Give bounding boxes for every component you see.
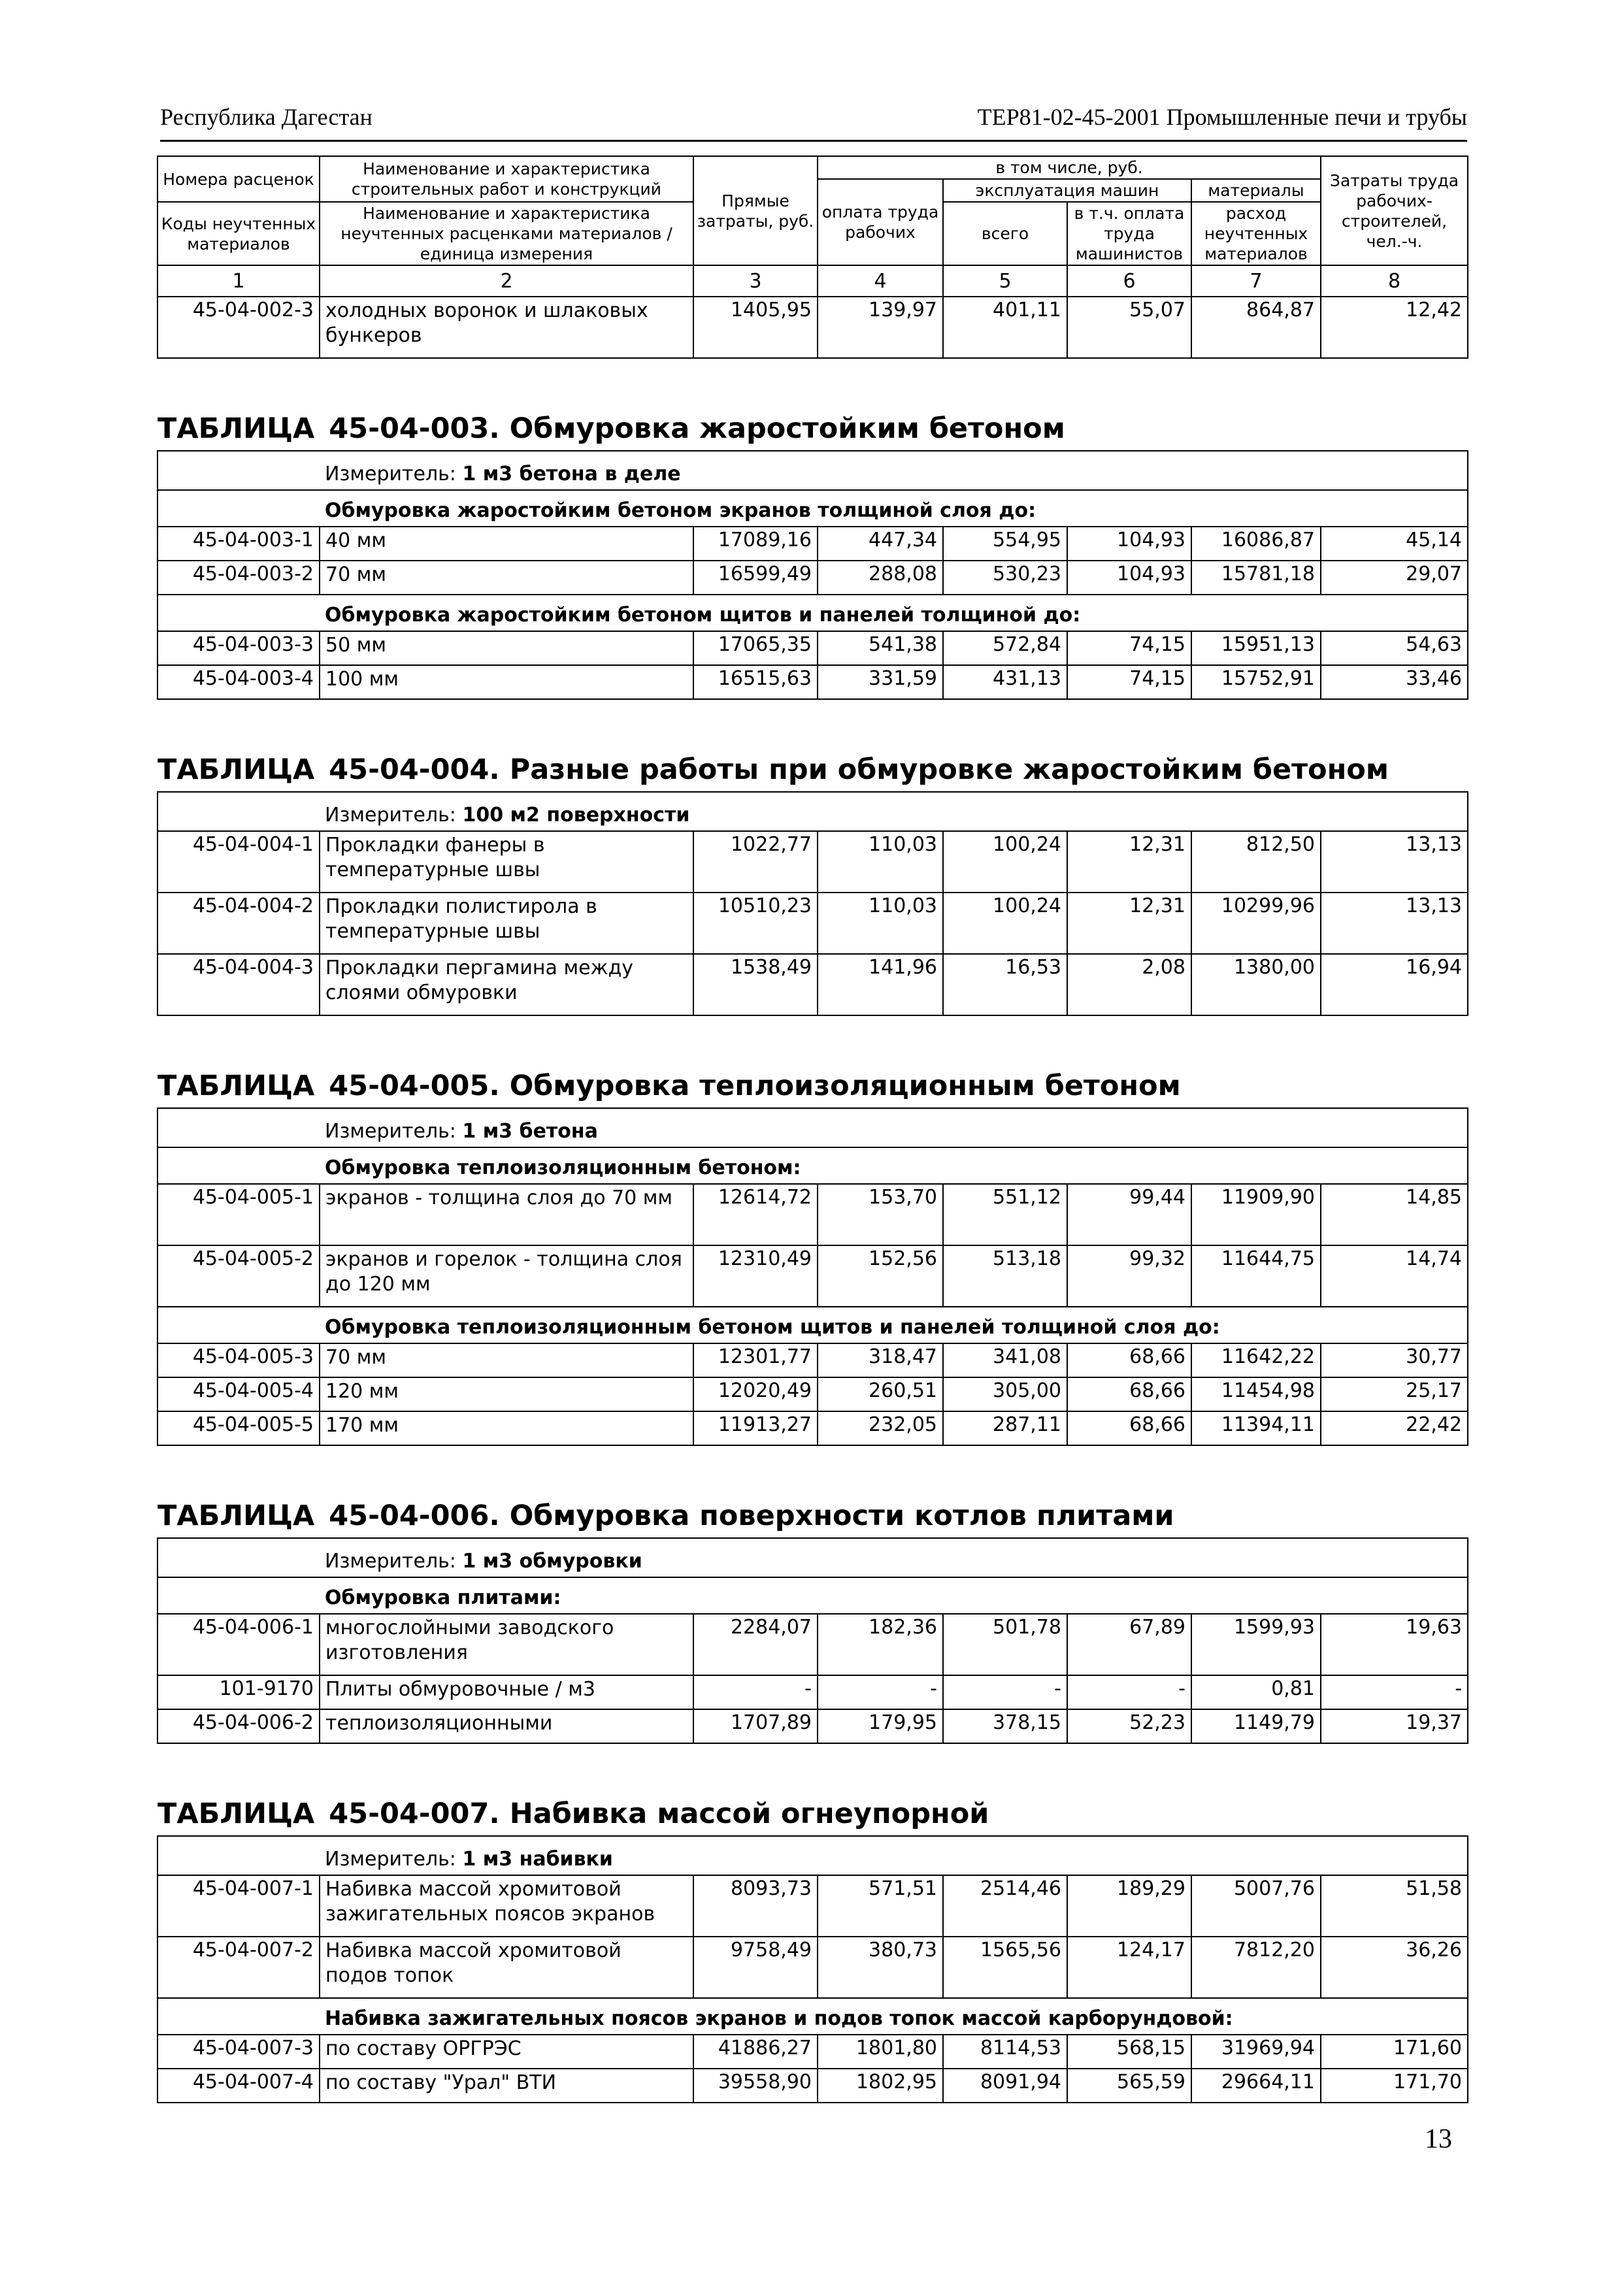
cell-direct-cost: - [693, 1675, 818, 1709]
cell-direct-cost: 11913,27 [693, 1411, 818, 1445]
section-title-label: ТАБЛИЦА [157, 1500, 315, 1532]
cell-machines-total: 8114,53 [943, 2035, 1067, 2069]
cell-labor: 19,37 [1321, 1709, 1468, 1743]
cell-wage: - [818, 1675, 943, 1709]
cell-labor: 36,26 [1321, 1937, 1468, 1998]
cell-materials: 16086,87 [1191, 527, 1321, 561]
cell-labor: 54,63 [1321, 631, 1468, 665]
cell-wage: 139,97 [818, 297, 943, 358]
group-subheader-row [157, 1307, 1468, 1343]
table-header [157, 156, 1468, 297]
table-row [157, 1937, 1468, 1998]
group-subheader-row [157, 595, 1468, 631]
measure-value: 1 м3 бетона [462, 1120, 598, 1143]
group-subheader: Обмуровка теплоизоляционным бетоном: [320, 1147, 1468, 1184]
cell-direct-cost: 10510,23 [693, 893, 818, 954]
table-row [157, 2069, 1468, 2103]
cell-code: 45-04-005-5 [157, 1411, 320, 1445]
table-row [157, 954, 1468, 1015]
table-row [157, 1675, 1468, 1709]
cell-direct-cost: 1405,95 [693, 297, 818, 358]
cell-name: многослойными заводского изготовления [320, 1614, 693, 1675]
cell-machines-wage: - [1067, 1675, 1191, 1709]
cell-machines-wage: 189,29 [1067, 1875, 1191, 1937]
table-row [157, 631, 1468, 665]
cell-code: 45-04-007-2 [157, 1937, 320, 1998]
cell-machines-total: 1565,56 [943, 1937, 1067, 1998]
cell-machines-total: 8091,94 [943, 2069, 1067, 2103]
cell-labor: 171,70 [1321, 2069, 1468, 2103]
section-title [157, 398, 1468, 451]
spacer-cell [157, 1015, 1468, 1055]
cell-wage: 179,95 [818, 1709, 943, 1743]
header-col-name-top: Наименование и характеристика строительных работ и конструкций [320, 156, 693, 202]
group-subheader: Набивка зажигательных поясов экранов и подов топок массой карборундовой: [320, 1998, 1468, 2035]
cell-name: холодных воронок и шлаковых бункеров [320, 297, 693, 358]
cell-name: 40 мм [320, 527, 693, 561]
cell-name: теплоизоляционными [320, 1709, 693, 1743]
cell-code: 45-04-006-1 [157, 1614, 320, 1675]
header-col-name-bottom: Наименование и характеристика неучтенных расценками материалов / единица измерения [320, 202, 693, 265]
cell-machines-total: 551,12 [943, 1184, 1067, 1245]
cell-materials: 10299,96 [1191, 893, 1321, 954]
section-title-number: 45-04-006. [329, 1500, 500, 1532]
cell-name: экранов - толщина слоя до 70 мм [320, 1184, 693, 1245]
cell-direct-cost: 17065,35 [693, 631, 818, 665]
section-title-row [157, 739, 1468, 792]
cell-labor: 13,13 [1321, 831, 1468, 893]
cell-machines-total: 572,84 [943, 631, 1067, 665]
cell-machines-wage: 99,44 [1067, 1184, 1191, 1245]
group-subheader: Обмуровка теплоизоляционным бетоном щитов и панелей толщиной слоя до: [320, 1307, 1468, 1343]
header-machines-total: всего [943, 202, 1067, 265]
cell-labor: 14,85 [1321, 1184, 1468, 1245]
cell-wage: 1802,95 [818, 2069, 943, 2103]
section-title-row [157, 1055, 1468, 1108]
cell-labor: 12,42 [1321, 297, 1468, 358]
cell-machines-total: 2514,46 [943, 1875, 1067, 1937]
cell-materials: 11642,22 [1191, 1343, 1321, 1377]
cell-machines-wage: 68,66 [1067, 1377, 1191, 1411]
header-document-title: ТЕР81-02-45-2001 Промышленные печи и трубы [977, 104, 1467, 130]
cell-materials: 812,50 [1191, 831, 1321, 893]
cell-wage: 153,70 [818, 1184, 943, 1245]
section-title [157, 739, 1468, 792]
cell-code: 45-04-007-1 [157, 1875, 320, 1937]
cell-wage: 152,56 [818, 1245, 943, 1307]
cell-code: 45-04-005-1 [157, 1184, 320, 1245]
cell-machines-total: 16,53 [943, 954, 1067, 1015]
measure-row [157, 1108, 1468, 1147]
cell-direct-cost: 9758,49 [693, 1937, 818, 1998]
price-table [157, 156, 1468, 2103]
cell-wage: 110,03 [818, 831, 943, 893]
cell-code: 45-04-004-2 [157, 893, 320, 954]
cell-name: Плиты обмуровочные / м3 [320, 1675, 693, 1709]
cell-labor: 30,77 [1321, 1343, 1468, 1377]
cell-direct-cost: 12614,72 [693, 1184, 818, 1245]
section-title-row [157, 398, 1468, 451]
group-subheader: Обмуровка жаростойким бетоном экранов толщиной слоя до: [320, 490, 1468, 527]
section-title-row [157, 1783, 1468, 1836]
section-title-text: Обмуровка теплоизоляционным бетоном [509, 1070, 1181, 1102]
header-materials: материалы [1191, 179, 1321, 202]
section-title-label: ТАБЛИЦА [157, 753, 315, 786]
cell-materials: 1599,93 [1191, 1614, 1321, 1675]
cell-materials: 5007,76 [1191, 1875, 1321, 1937]
section-title-number: 45-04-005. [329, 1070, 500, 1102]
cell-labor: 171,60 [1321, 2035, 1468, 2069]
section-title [157, 1055, 1468, 1108]
section-title-text: Обмуровка жаростойким бетоном [509, 412, 1065, 445]
cell-labor: 51,58 [1321, 1875, 1468, 1937]
measure-blank [157, 792, 320, 831]
cell-labor: 22,42 [1321, 1411, 1468, 1445]
header-index-cell: 3 [693, 265, 818, 297]
cell-direct-cost: 41886,27 [693, 2035, 818, 2069]
cell-machines-total: 287,11 [943, 1411, 1067, 1445]
cell-wage: 318,47 [818, 1343, 943, 1377]
table-row [157, 665, 1468, 699]
table-row [157, 561, 1468, 595]
subheader-blank [157, 1577, 320, 1614]
cell-materials: 31969,94 [1191, 2035, 1321, 2069]
table-spacer [157, 1445, 1468, 1485]
measure-value: 100 м2 поверхности [462, 804, 690, 827]
cell-direct-cost: 39558,90 [693, 2069, 818, 2103]
section-title-text: Обмуровка поверхности котлов плитами [509, 1500, 1174, 1532]
cell-machines-total: - [943, 1675, 1067, 1709]
cell-materials: 0,81 [1191, 1675, 1321, 1709]
table-body [157, 297, 1468, 2103]
measure-value: 1 м3 набивки [462, 1848, 613, 1871]
header-index-cell: 5 [943, 265, 1067, 297]
cell-direct-cost: 1538,49 [693, 954, 818, 1015]
section-title-label: ТАБЛИЦА [157, 1070, 315, 1102]
header-index-row [157, 265, 1468, 297]
spacer-cell [157, 1445, 1468, 1485]
page-header [160, 98, 1467, 142]
cell-name: Прокладки пергамина между слоями обмуровки [320, 954, 693, 1015]
cell-machines-total: 305,00 [943, 1377, 1067, 1411]
cell-code: 45-04-003-1 [157, 527, 320, 561]
cell-machines-wage: 568,15 [1067, 2035, 1191, 2069]
header-index-cell: 2 [320, 265, 693, 297]
cell-machines-wage: 99,32 [1067, 1245, 1191, 1307]
cell-machines-total: 341,08 [943, 1343, 1067, 1377]
section-title-number: 45-04-004. [329, 753, 500, 786]
table-spacer [157, 1743, 1468, 1783]
cell-direct-cost: 17089,16 [693, 527, 818, 561]
cell-wage: 571,51 [818, 1875, 943, 1937]
section-title-label: ТАБЛИЦА [157, 1797, 315, 1830]
section-title-text: Набивка массой огнеупорной [509, 1797, 989, 1830]
measure-label: Измеритель: [325, 1550, 456, 1573]
cell-code: 101-9170 [157, 1675, 320, 1709]
measure-blank [157, 1538, 320, 1577]
cell-code: 45-04-005-2 [157, 1245, 320, 1307]
measure-row [157, 1836, 1468, 1875]
subheader-blank [157, 1147, 320, 1184]
cell-direct-cost: 12020,49 [693, 1377, 818, 1411]
cell-direct-cost: 8093,73 [693, 1875, 818, 1937]
table-row [157, 527, 1468, 561]
cell-materials: 15752,91 [1191, 665, 1321, 699]
header-machines-wage: в т.ч. оплата труда машинистов [1067, 202, 1191, 265]
table-row [157, 1614, 1468, 1675]
measure-unit [320, 451, 1468, 490]
table-row [157, 2035, 1468, 2069]
cell-labor: 33,46 [1321, 665, 1468, 699]
header-col-direct: Прямые затраты, руб. [693, 156, 818, 265]
cell-wage: 182,36 [818, 1614, 943, 1675]
cell-name: 50 мм [320, 631, 693, 665]
cell-wage: 141,96 [818, 954, 943, 1015]
cell-machines-total: 431,13 [943, 665, 1067, 699]
cell-code: 45-04-006-2 [157, 1709, 320, 1743]
cell-machines-wage: 68,66 [1067, 1411, 1191, 1445]
section-title-text: Разные работы при обмуровке жаростойким бетоном [509, 753, 1389, 786]
cell-machines-total: 100,24 [943, 893, 1067, 954]
header-col-wage: оплата труда рабочих [818, 179, 943, 265]
measure-blank [157, 451, 320, 490]
measure-value: 1 м3 обмуровки [462, 1550, 642, 1573]
subheader-blank [157, 1998, 320, 2035]
table-row [157, 1245, 1468, 1307]
cell-labor: 25,17 [1321, 1377, 1468, 1411]
cell-labor: 29,07 [1321, 561, 1468, 595]
measure-unit [320, 1538, 1468, 1577]
cell-wage: 541,38 [818, 631, 943, 665]
cell-labor: 45,14 [1321, 527, 1468, 561]
spacer-cell [157, 358, 1468, 398]
cell-wage: 288,08 [818, 561, 943, 595]
table-row [157, 297, 1468, 358]
cell-name: 120 мм [320, 1377, 693, 1411]
table-spacer [157, 1015, 1468, 1055]
group-subheader: Обмуровка плитами: [320, 1577, 1468, 1614]
cell-labor: 16,94 [1321, 954, 1468, 1015]
group-subheader-row [157, 1998, 1468, 2035]
cell-code: 45-04-007-4 [157, 2069, 320, 2103]
section-title-label: ТАБЛИЦА [157, 412, 315, 445]
cell-labor: 13,13 [1321, 893, 1468, 954]
cell-machines-wage: 104,93 [1067, 561, 1191, 595]
cell-direct-cost: 16515,63 [693, 665, 818, 699]
cell-materials: 11394,11 [1191, 1411, 1321, 1445]
cell-wage: 232,05 [818, 1411, 943, 1445]
table-spacer [157, 699, 1468, 739]
cell-machines-total: 501,78 [943, 1614, 1067, 1675]
measure-blank [157, 1108, 320, 1147]
cell-code: 45-04-003-3 [157, 631, 320, 665]
table-row [157, 1184, 1468, 1245]
cell-direct-cost: 16599,49 [693, 561, 818, 595]
header-machines: эксплуатация машин [943, 179, 1191, 202]
cell-materials: 7812,20 [1191, 1937, 1321, 1998]
spacer-cell [157, 699, 1468, 739]
cell-machines-total: 513,18 [943, 1245, 1067, 1307]
cell-code: 45-04-002-3 [157, 297, 320, 358]
cell-machines-wage: 12,31 [1067, 831, 1191, 893]
cell-code: 45-04-005-4 [157, 1377, 320, 1411]
cell-name: Набивка массой хромитовой зажигательных поясов экранов [320, 1875, 693, 1937]
subheader-blank [157, 490, 320, 527]
cell-machines-wage: 67,89 [1067, 1614, 1191, 1675]
measure-unit [320, 1836, 1468, 1875]
cell-materials: 15951,13 [1191, 631, 1321, 665]
cell-name: экранов и горелок - толщина слоя до 120 мм [320, 1245, 693, 1307]
cell-materials: 864,87 [1191, 297, 1321, 358]
table-row [157, 1709, 1468, 1743]
measure-label: Измеритель: [325, 1848, 456, 1871]
cell-name: 70 мм [320, 1343, 693, 1377]
cell-code: 45-04-007-3 [157, 2035, 320, 2069]
cell-machines-wage: 565,59 [1067, 2069, 1191, 2103]
cell-labor: - [1321, 1675, 1468, 1709]
cell-materials: 11909,90 [1191, 1184, 1321, 1245]
header-index-cell: 1 [157, 265, 320, 297]
cell-materials: 29664,11 [1191, 2069, 1321, 2103]
cell-wage: 447,34 [818, 527, 943, 561]
cell-machines-total: 530,23 [943, 561, 1067, 595]
measure-value: 1 м3 бетона в деле [462, 463, 681, 485]
cell-machines-wage: 55,07 [1067, 297, 1191, 358]
cell-name: 170 мм [320, 1411, 693, 1445]
table-row [157, 831, 1468, 893]
cell-direct-cost: 12301,77 [693, 1343, 818, 1377]
table-row [157, 1343, 1468, 1377]
cell-materials: 11644,75 [1191, 1245, 1321, 1307]
cell-machines-wage: 2,08 [1067, 954, 1191, 1015]
cell-wage: 380,73 [818, 1937, 943, 1998]
table-row [157, 1875, 1468, 1937]
section-title-row [157, 1485, 1468, 1538]
header-index-cell: 6 [1067, 265, 1191, 297]
cell-direct-cost: 12310,49 [693, 1245, 818, 1307]
cell-wage: 110,03 [818, 893, 943, 954]
cell-machines-wage: 52,23 [1067, 1709, 1191, 1743]
cell-code: 45-04-004-3 [157, 954, 320, 1015]
table-spacer [157, 358, 1468, 398]
table-row [157, 1411, 1468, 1445]
section-title [157, 1485, 1468, 1538]
header-including: в том числе, руб. [818, 156, 1321, 179]
cell-name: по составу "Урал" ВТИ [320, 2069, 693, 2103]
cell-machines-total: 100,24 [943, 831, 1067, 893]
measure-label: Измеритель: [325, 804, 456, 827]
cell-machines-wage: 74,15 [1067, 665, 1191, 699]
header-index-cell: 4 [818, 265, 943, 297]
cell-name: по составу ОРГРЭС [320, 2035, 693, 2069]
cell-name: 100 мм [320, 665, 693, 699]
cell-name: Прокладки фанеры в температурные швы [320, 831, 693, 893]
header-col-labor: Затраты труда рабочих-строителей, чел.-ч. [1321, 156, 1468, 265]
header-materials-sub: расход неучтенных материалов [1191, 202, 1321, 265]
group-subheader-row [157, 1577, 1468, 1614]
cell-code: 45-04-003-2 [157, 561, 320, 595]
cell-machines-total: 378,15 [943, 1709, 1067, 1743]
group-subheader-row [157, 490, 1468, 527]
spacer-cell [157, 1743, 1468, 1783]
header-index-cell: 8 [1321, 265, 1468, 297]
cell-code: 45-04-003-4 [157, 665, 320, 699]
cell-direct-cost: 2284,07 [693, 1614, 818, 1675]
cell-machines-total: 554,95 [943, 527, 1067, 561]
cell-name: 70 мм [320, 561, 693, 595]
cell-wage: 1801,80 [818, 2035, 943, 2069]
subheader-blank [157, 595, 320, 631]
group-subheader: Обмуровка жаростойким бетоном щитов и панелей толщиной до: [320, 595, 1468, 631]
measure-row [157, 792, 1468, 831]
cell-materials: 1149,79 [1191, 1709, 1321, 1743]
section-title-number: 45-04-003. [329, 412, 500, 445]
cell-materials: 11454,98 [1191, 1377, 1321, 1411]
header-region: Республика Дагестан [160, 104, 373, 130]
cell-code: 45-04-005-3 [157, 1343, 320, 1377]
group-subheader-row [157, 1147, 1468, 1184]
table-row [157, 1377, 1468, 1411]
subheader-blank [157, 1307, 320, 1343]
cell-machines-total: 401,11 [943, 297, 1067, 358]
cell-labor: 14,74 [1321, 1245, 1468, 1307]
cell-direct-cost: 1707,89 [693, 1709, 818, 1743]
header-col-codes-top: Номера расценок [157, 156, 320, 202]
measure-blank [157, 1836, 320, 1875]
measure-row [157, 451, 1468, 490]
header-col-codes-bottom: Коды неучтенных материалов [157, 202, 320, 265]
cell-direct-cost: 1022,77 [693, 831, 818, 893]
cell-machines-wage: 104,93 [1067, 527, 1191, 561]
cell-machines-wage: 74,15 [1067, 631, 1191, 665]
cell-name: Набивка массой хромитовой подов топок [320, 1937, 693, 1998]
cell-labor: 19,63 [1321, 1614, 1468, 1675]
cell-materials: 1380,00 [1191, 954, 1321, 1015]
cell-code: 45-04-004-1 [157, 831, 320, 893]
measure-row [157, 1538, 1468, 1577]
cell-name: Прокладки полистирола в температурные швы [320, 893, 693, 954]
measure-unit [320, 792, 1468, 831]
cell-materials: 15781,18 [1191, 561, 1321, 595]
measure-unit [320, 1108, 1468, 1147]
measure-label: Измеритель: [325, 463, 456, 485]
header-index-cell: 7 [1191, 265, 1321, 297]
section-title [157, 1783, 1468, 1836]
cell-machines-wage: 124,17 [1067, 1937, 1191, 1998]
section-title-number: 45-04-007. [329, 1797, 500, 1830]
measure-label: Измеритель: [325, 1120, 456, 1143]
cell-wage: 331,59 [818, 665, 943, 699]
cell-machines-wage: 68,66 [1067, 1343, 1191, 1377]
cell-machines-wage: 12,31 [1067, 893, 1191, 954]
table-row [157, 893, 1468, 954]
page-number: 13 [1425, 2124, 1452, 2154]
cell-wage: 260,51 [818, 1377, 943, 1411]
